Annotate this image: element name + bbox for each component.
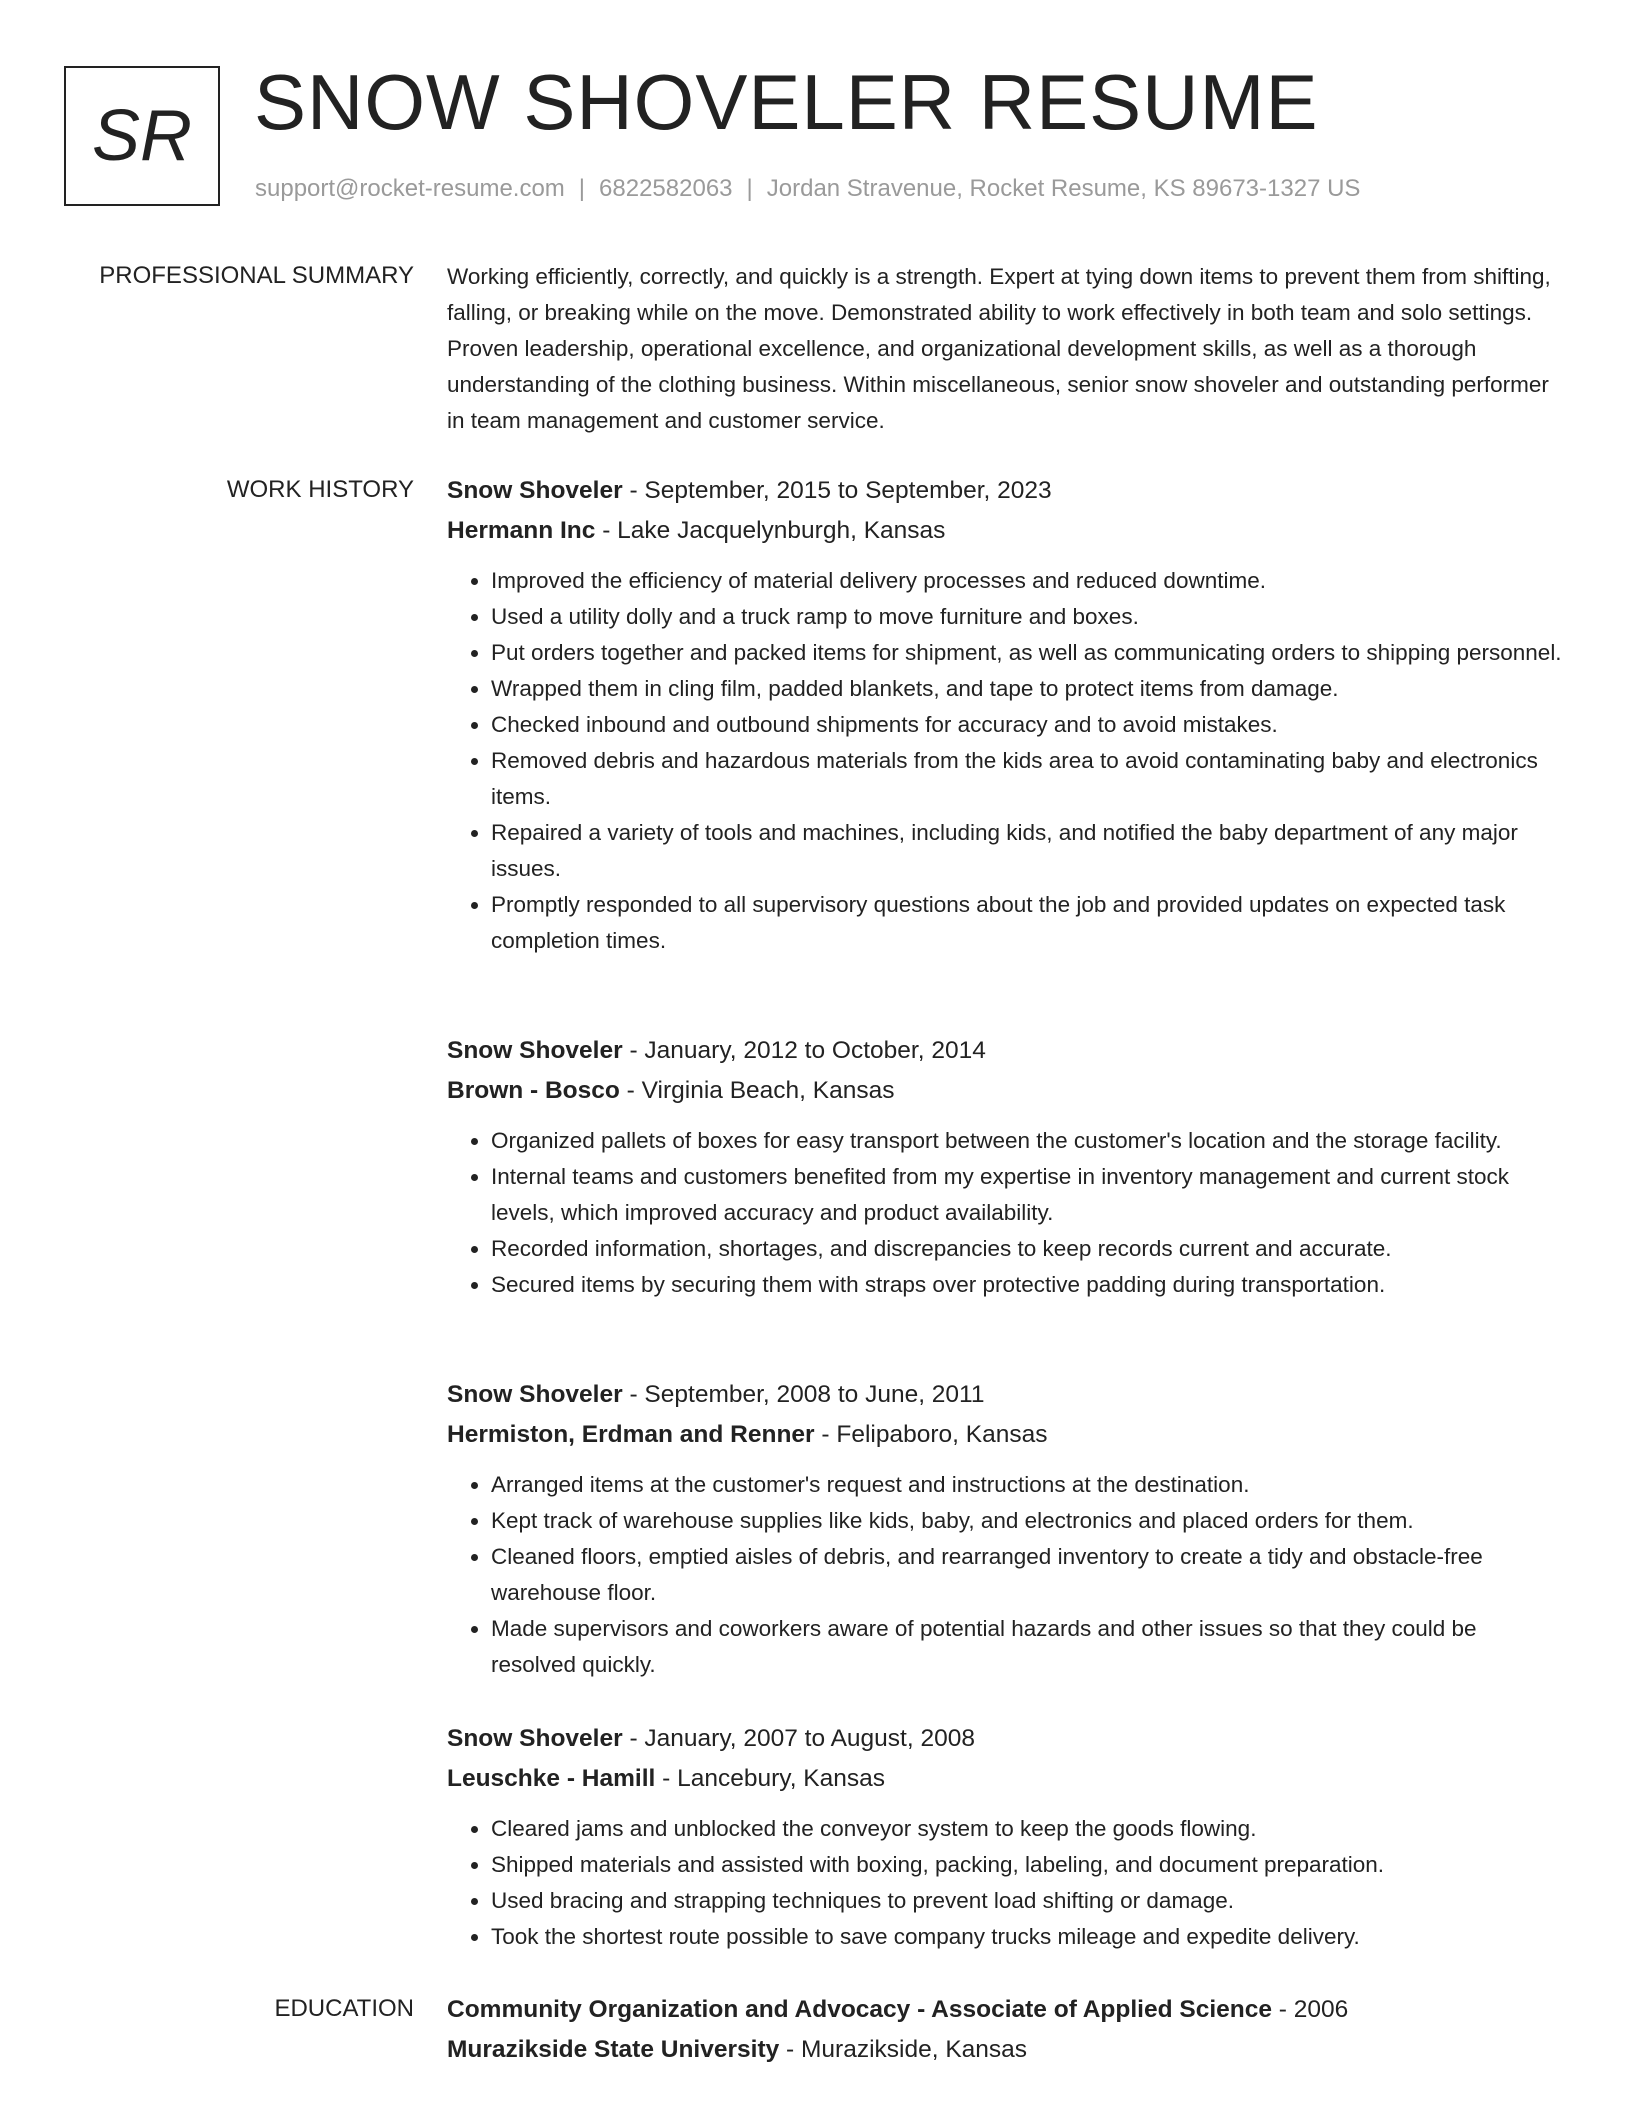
- education-school-line: [447, 2030, 1567, 2070]
- job-bullet: • Used bracing and strapping techniques to prevent load shifting or damage.: [491, 1883, 1567, 1919]
- monogram-box: [64, 66, 220, 206]
- job-bullet: • Recorded information, shortages, and discrepancies to keep records current and accurate.: [491, 1231, 1567, 1267]
- section-label-summary: PROFESSIONAL SUMMARY: [99, 262, 414, 289]
- section-label-work-history: WORK HISTORY: [226, 476, 414, 503]
- job-entry: [447, 1031, 1567, 1303]
- job-entry: [447, 1375, 1567, 1683]
- job-title-line: [447, 1031, 1567, 1071]
- job-bullet: • Wrapped them in cling film, padded blankets, and tape to protect items from damage.: [491, 671, 1567, 707]
- job-company-line: [447, 511, 1567, 551]
- job-title: Snow Shoveler: [447, 1725, 623, 1752]
- education-location: - Murazikside, Kansas: [779, 2036, 1028, 2063]
- job-bullet: • Checked inbound and outbound shipments for accuracy and to avoid mistakes.: [491, 707, 1567, 743]
- job-company: Leuschke - Hamill: [447, 1765, 656, 1792]
- job-bullet: • Secured items by securing them with straps over protective padding during transportation.: [491, 1267, 1567, 1303]
- education-degree-line: [447, 1990, 1567, 2030]
- job-company: Brown - Bosco: [447, 1077, 620, 1104]
- job-location: - Felipaboro, Kansas: [814, 1421, 1048, 1448]
- job-location: - Virginia Beach, Kansas: [619, 1077, 895, 1104]
- job-bullet: • Repaired a variety of tools and machines, including kids, and notified the baby department of any major issues.: [491, 815, 1567, 887]
- job-bullet: • Took the shortest route possible to save company trucks mileage and expedite delivery.: [491, 1919, 1567, 1955]
- job-bullet-list: [447, 563, 1567, 959]
- job-bullet: • Arranged items at the customer's request and instructions at the destination.: [491, 1467, 1567, 1503]
- job-bullet: • Improved the efficiency of material delivery processes and reduced downtime.: [491, 563, 1567, 599]
- job-entry: [447, 471, 1567, 959]
- job-location: - Lake Jacquelynburgh, Kansas: [595, 517, 946, 544]
- summary-text: Working efficiently, correctly, and quickly is a strength. Expert at tying down items to prevent them from shifting, falling, or breaking while on the move. Demonstrated ability to work effectively in both team and solo settings. Proven leadership, operational excellence, and organizational development skills, as well as a thorough understanding of the clothing business. Within miscellaneous, senior snow shoveler and outstanding performer in team management and customer service.: [447, 264, 1551, 433]
- job-bullet: • Shipped materials and assisted with boxing, packing, labeling, and document preparation.: [491, 1847, 1567, 1883]
- job-title-line: [447, 471, 1567, 511]
- education-year: - 2006: [1272, 1996, 1349, 2023]
- contact-line: [255, 175, 1360, 203]
- job-company-line: [447, 1415, 1567, 1455]
- job-dates: - January, 2007 to August, 2008: [622, 1725, 975, 1752]
- job-company: Hermann Inc: [447, 517, 596, 544]
- job-bullet: • Used a utility dolly and a truck ramp to move furniture and boxes.: [491, 599, 1567, 635]
- contact-address: Jordan Stravenue, Rocket Resume, KS 89673-1327 US: [766, 175, 1361, 202]
- job-bullet: • Promptly responded to all supervisory questions about the job and provided updates on expected task completion times.: [491, 887, 1567, 959]
- job-title: Snow Shoveler: [447, 1381, 623, 1408]
- job-company: Hermiston, Erdman and Renner: [447, 1421, 815, 1448]
- job-bullet: • Cleared jams and unblocked the conveyor system to keep the goods flowing.: [491, 1811, 1567, 1847]
- summary-section: [447, 259, 1567, 439]
- job-dates: - September, 2008 to June, 2011: [622, 1381, 985, 1408]
- job-bullet: • Organized pallets of boxes for easy transport between the customer's location and the storage facility.: [491, 1123, 1567, 1159]
- job-title-line: [447, 1375, 1567, 1415]
- job-location: - Lancebury, Kansas: [655, 1765, 886, 1792]
- section-label-education: EDUCATION: [274, 1995, 414, 2022]
- contact-email: support@rocket-resume.com: [255, 175, 565, 202]
- job-bullet: • Cleaned floors, emptied aisles of debris, and rearranged inventory to create a tidy and obstacle-free warehouse floor.: [491, 1539, 1567, 1611]
- education-degree: Community Organization and Advocacy - Associate of Applied Science: [447, 1996, 1272, 2023]
- job-entry: [447, 1719, 1567, 1955]
- education-entry: [447, 1990, 1567, 2070]
- job-bullet: • Internal teams and customers benefited from my expertise in inventory management and current stock levels, which improved accuracy and product availability.: [491, 1159, 1567, 1231]
- contact-phone: 6822582063: [599, 175, 733, 202]
- job-bullet-list: [447, 1811, 1567, 1955]
- resume-title: SNOW SHOVELER RESUME: [254, 58, 1319, 146]
- job-title: Snow Shoveler: [447, 1037, 623, 1064]
- job-bullet-list: [447, 1467, 1567, 1683]
- contact-separator: |: [578, 175, 586, 202]
- job-company-line: [447, 1071, 1567, 1111]
- contact-separator: |: [746, 175, 753, 202]
- job-dates: - September, 2015 to September, 2023: [622, 477, 1052, 504]
- job-bullet: • Kept track of warehouse supplies like kids, baby, and electronics and placed orders for them.: [491, 1503, 1567, 1539]
- job-dates: - January, 2012 to October, 2014: [622, 1037, 986, 1064]
- monogram-initials: SR: [91, 96, 193, 176]
- job-bullet: • Made supervisors and coworkers aware of potential hazards and other issues so that they could be resolved quickly.: [491, 1611, 1567, 1683]
- job-bullet: • Removed debris and hazardous materials from the kids area to avoid contaminating baby and electronics items.: [491, 743, 1567, 815]
- education-school: Murazikside State University: [447, 2036, 780, 2063]
- job-title: Snow Shoveler: [447, 477, 623, 504]
- job-bullet: • Put orders together and packed items for shipment, as well as communicating orders to shipping personnel.: [491, 635, 1567, 671]
- job-title-line: [447, 1719, 1567, 1759]
- job-company-line: [447, 1759, 1567, 1799]
- job-bullet-list: [447, 1123, 1567, 1303]
